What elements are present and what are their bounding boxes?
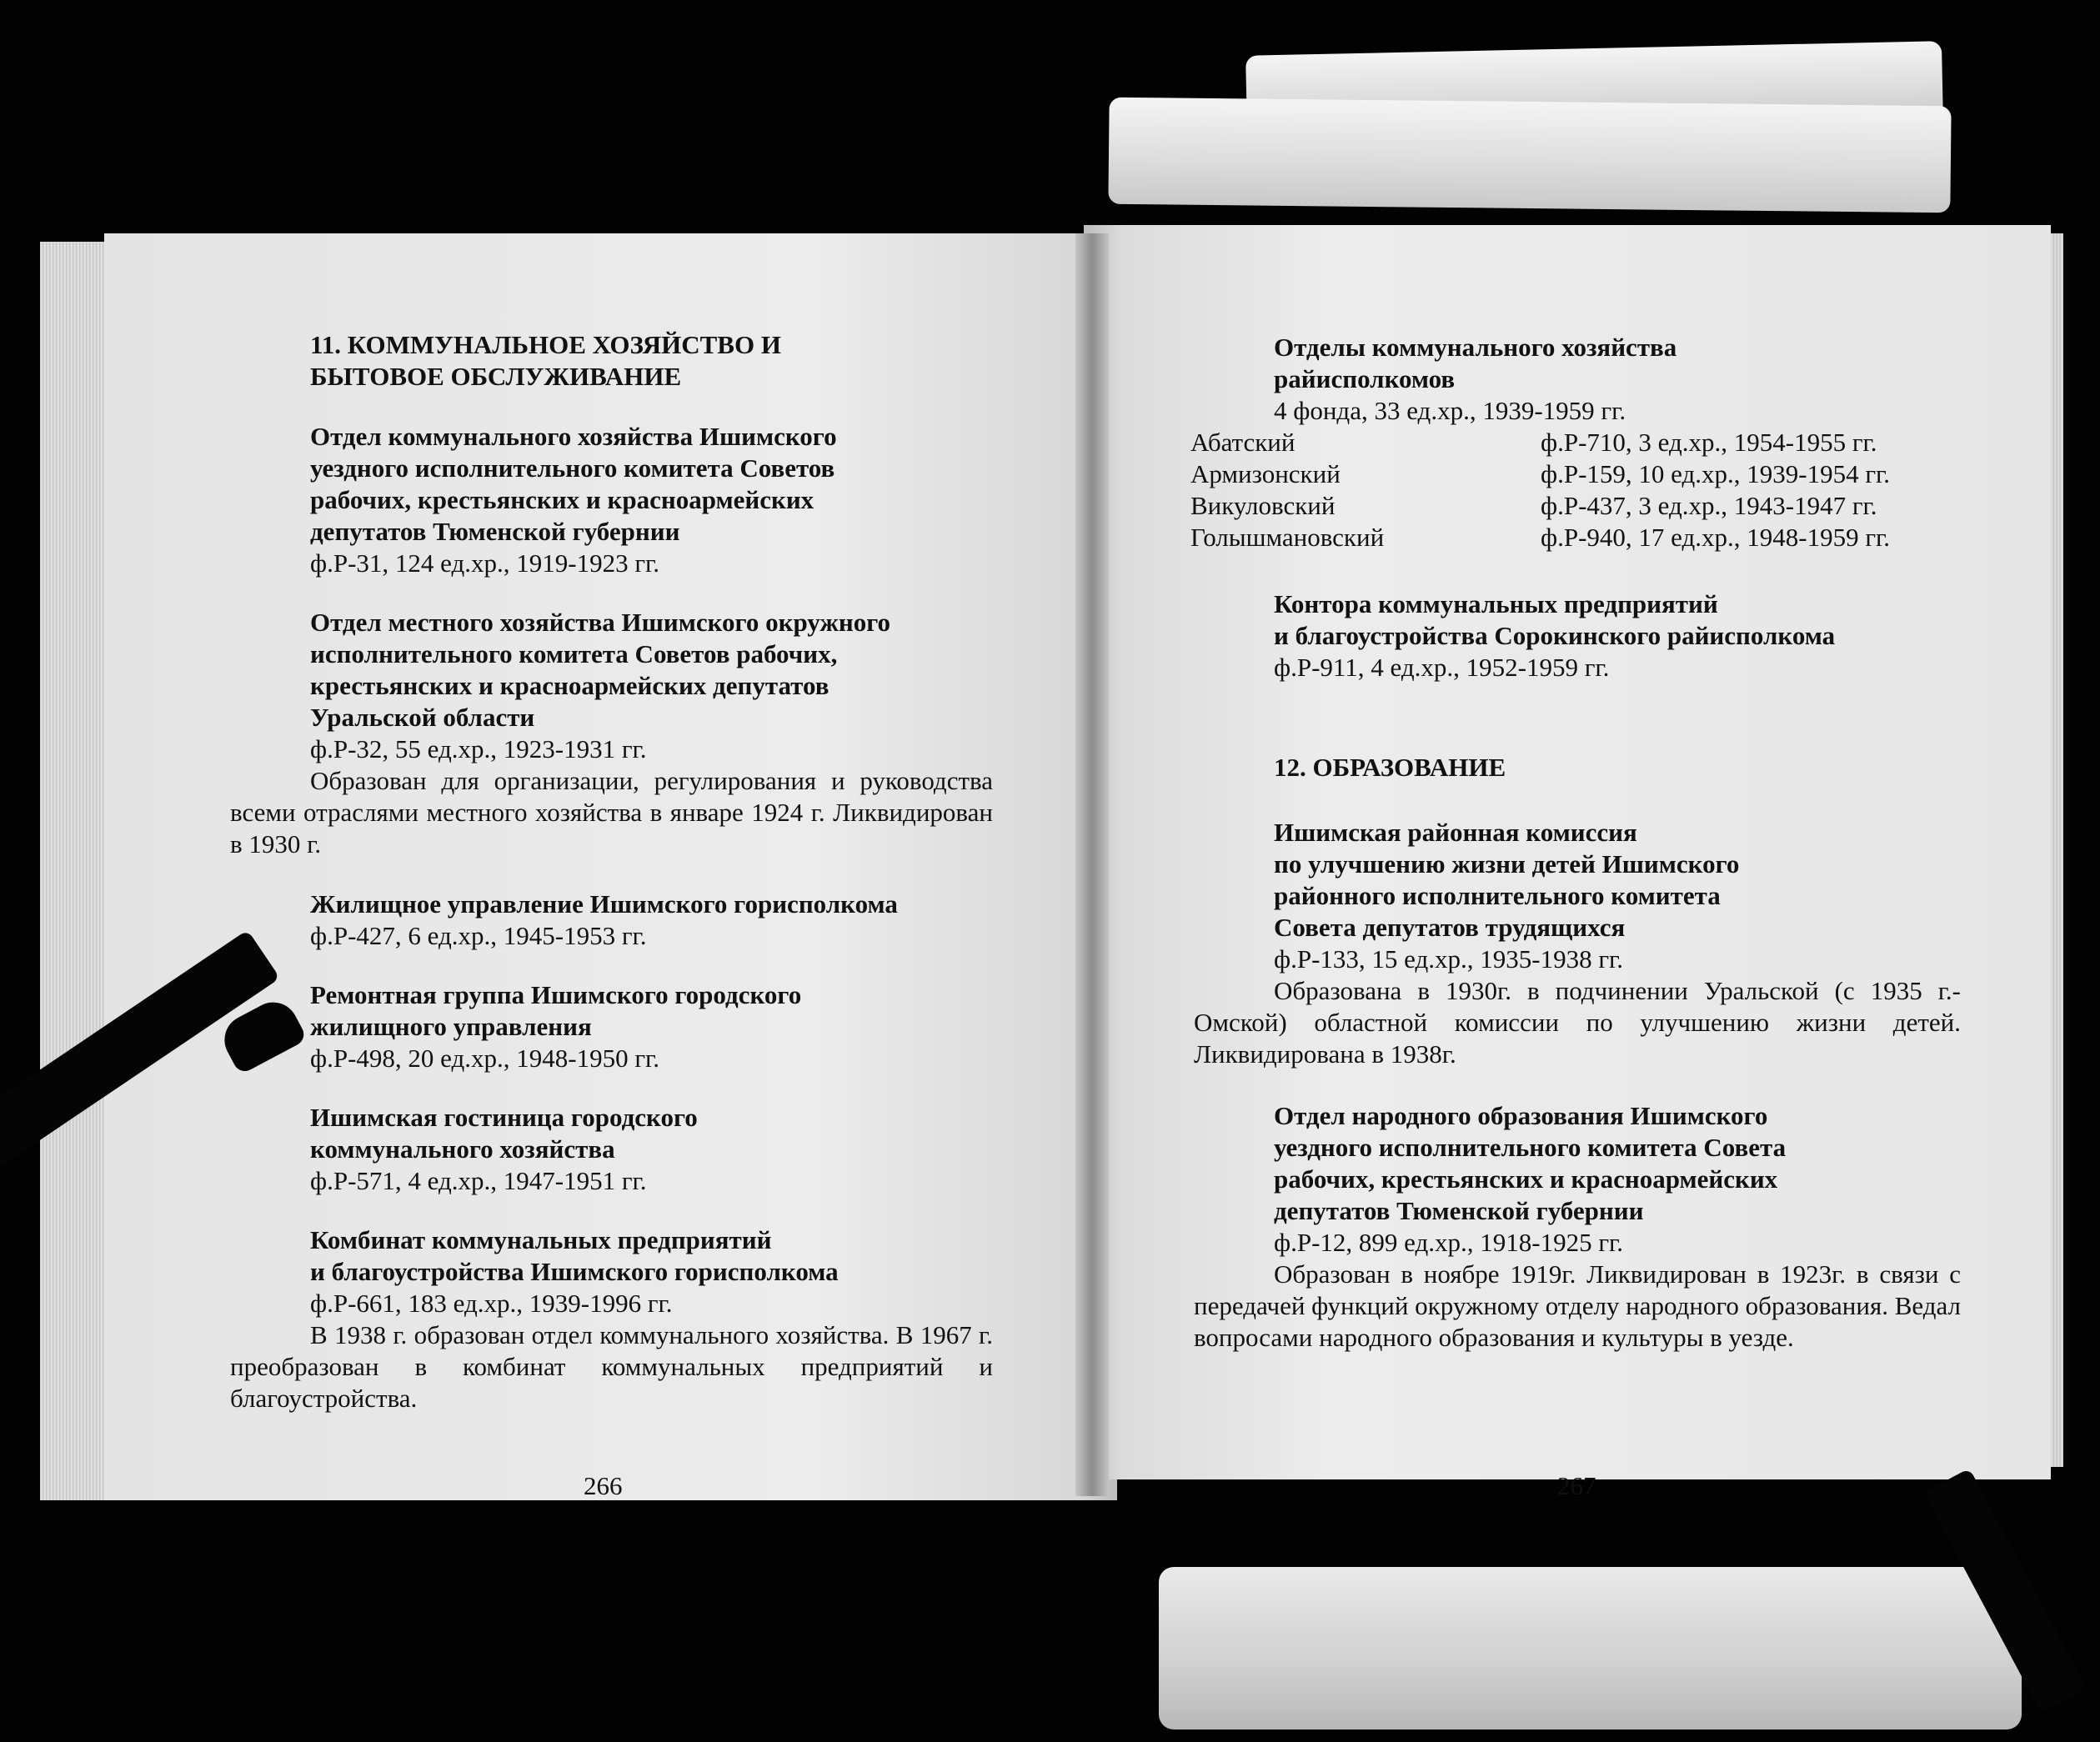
section-heading-line: 11. КОММУНАЛЬНОЕ ХОЗЯЙСТВО И <box>310 330 781 359</box>
fond-reference: ф.Р-571, 4 ед.хр., 1947-1951 гг. <box>310 1166 647 1195</box>
page-number-left: 266 <box>584 1471 623 1500</box>
district-name: Абатский <box>1190 428 1296 457</box>
entry-title-line: Отдел коммунального хозяйства Ишимского <box>310 422 837 451</box>
entry-title-line: районного исполнительного комитета <box>1274 881 1721 910</box>
entry-note: В 1938 г. образован отдел коммунального хозяйства. В 1967 г. преобразован в комбинат коммунальных предприятий и благоустройства. <box>230 1320 993 1413</box>
fond-reference: ф.Р-12, 899 ед.хр., 1918-1925 гг. <box>1274 1228 1624 1257</box>
fond-reference: ф.Р-911, 4 ед.хр., 1952-1959 гг. <box>1274 653 1610 682</box>
entry-title-line: уездного исполнительного комитета Совета <box>1274 1133 1787 1162</box>
entry-title-line: Комбинат коммунальных предприятий <box>310 1225 772 1254</box>
fond-reference: ф.Р-940, 17 ед.хр., 1948-1959 гг. <box>1541 523 1891 552</box>
entry-title-line: Совета депутатов трудящихся <box>1274 913 1626 942</box>
entry-note: Образована в 1930г. в подчинении Уральской (с 1935 г.- Омской) областной комиссии по улучшению жизни детей. Ликвидирована в 1938г. <box>1194 976 1961 1069</box>
entry-title-line: Отдел народного образования Ишимского <box>1274 1101 1768 1130</box>
entry-title-line: коммунального хозяйства <box>310 1134 615 1164</box>
fond-reference: ф.Р-437, 3 ед.хр., 1943-1947 гг. <box>1541 491 1877 520</box>
entry-title-line: Отделы коммунального хозяйства <box>1274 333 1677 362</box>
section-heading-line: БЫТОВОЕ ОБСЛУЖИВАНИЕ <box>310 362 682 391</box>
entry-note: Образован для организации, регулирования и руководства всеми отраслями местного хозяйства в январе 1924 г. Ликвидирован в 1930 г. <box>230 766 993 858</box>
page-number-right: 267 <box>1557 1471 1596 1500</box>
entry-title-line: депутатов Тюменской губернии <box>310 517 680 546</box>
section-heading: 12. ОБРАЗОВАНИЕ <box>1274 753 1506 782</box>
entry-title-line: рабочих, крестьянских и красноармейских <box>1274 1164 1778 1194</box>
entry-title-line: и благоустройства Ишимского горисполкома <box>310 1257 839 1286</box>
foam-support-bottom <box>1159 1567 2022 1729</box>
entry-title-line: жилищного управления <box>310 1012 592 1041</box>
fond-summary: 4 фонда, 33 ед.хр., 1939-1959 гг. <box>1274 396 1626 425</box>
foam-support-top-lower <box>1108 98 1951 213</box>
entry-title-line: райисполкомов <box>1274 364 1456 393</box>
entry-title-line: уездного исполнительного комитета Советов <box>310 453 835 483</box>
fond-reference: ф.Р-710, 3 ед.хр., 1954-1955 гг. <box>1541 428 1877 457</box>
fond-reference: ф.Р-427, 6 ед.хр., 1945-1953 гг. <box>310 921 647 950</box>
district-name: Армизонский <box>1190 459 1341 488</box>
entry-title-line: Контора коммунальных предприятий <box>1274 589 1718 618</box>
entry-title-line: Ишимская гостиница городского <box>310 1103 698 1132</box>
district-name: Голышмановский <box>1190 523 1385 552</box>
entry-title-line: Ишимская районная комиссия <box>1274 818 1637 847</box>
fond-reference: ф.Р-661, 183 ед.хр., 1939-1996 гг. <box>310 1289 673 1318</box>
entry-title-line: Уральской области <box>310 703 535 732</box>
fond-reference: ф.Р-32, 55 ед.хр., 1923-1931 гг. <box>310 734 647 763</box>
entry-note: Образован в ноябре 1919г. Ликвидирован в 1923г. в связи с передачей функций окружному отделу народного образования. Ведал вопросами народного образования и культуры в уезде. <box>1194 1259 1962 1352</box>
entry-title-line: Отдел местного хозяйства Ишимского окружного <box>310 608 891 637</box>
entry-title-line: по улучшению жизни детей Ишимского <box>1274 849 1740 879</box>
district-name: Викуловский <box>1190 491 1336 520</box>
fond-reference: ф.Р-133, 15 ед.хр., 1935-1938 гг. <box>1274 944 1624 974</box>
entry-title-line: депутатов Тюменской губернии <box>1274 1196 1644 1225</box>
fond-reference: ф.Р-159, 10 ед.хр., 1939-1954 гг. <box>1541 459 1891 488</box>
entry-title-line: крестьянских и красноармейских депутатов <box>310 671 829 700</box>
entry-title-line: Ремонтная группа Ишимского городского <box>310 980 802 1009</box>
fond-reference: ф.Р-31, 124 ед.хр., 1919-1923 гг. <box>310 548 660 578</box>
fond-reference: ф.Р-498, 20 ед.хр., 1948-1950 гг. <box>310 1044 660 1073</box>
book-gutter <box>1075 233 1109 1496</box>
entry-title-line: и благоустройства Сорокинского райисполкома <box>1274 621 1836 650</box>
entry-title-line: Жилищное управление Ишимского горисполкома <box>310 889 898 919</box>
entry-title-line: исполнительного комитета Советов рабочих, <box>310 639 838 668</box>
entry-title-line: рабочих, крестьянских и красноармейских <box>310 485 814 514</box>
